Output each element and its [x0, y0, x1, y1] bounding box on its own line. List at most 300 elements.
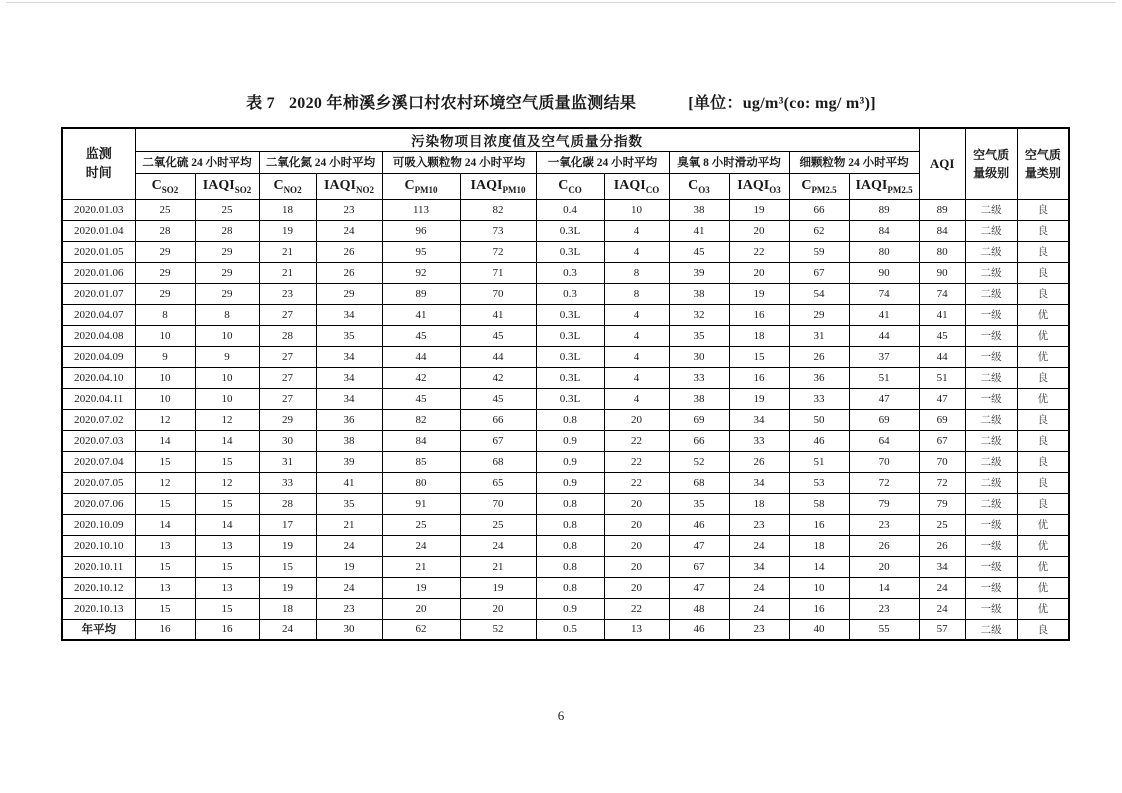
date-cell: 2020.04.11	[62, 388, 135, 409]
value-cell: 14	[849, 577, 919, 598]
aqi-cell: 79	[919, 493, 965, 514]
value-cell: 20	[849, 556, 919, 577]
aqi-cell: 25	[919, 514, 965, 535]
sub-column-header: $IAQI_{PM10}$	[460, 173, 536, 199]
value-cell: 24	[729, 598, 789, 619]
table-row	[62, 220, 1069, 241]
value-cell: 89	[382, 283, 460, 304]
col-header-level	[965, 128, 1017, 199]
value-cell: 20	[604, 535, 669, 556]
level-cell: 二级	[965, 451, 1017, 472]
page-number: 6	[557, 708, 565, 723]
value-cell: 39	[669, 262, 729, 283]
sub-column-header: $C_{PM2.5}$	[789, 173, 849, 199]
value-cell: 20	[729, 262, 789, 283]
table-row	[62, 388, 1069, 409]
value-cell: 18	[259, 598, 316, 619]
value-cell: 82	[382, 409, 460, 430]
table-row	[62, 199, 1069, 220]
date-cell: 2020.01.05	[62, 241, 135, 262]
aqi-cell: 44	[919, 346, 965, 367]
value-cell: 0.4	[536, 199, 604, 220]
value-cell: 10	[195, 388, 259, 409]
col-header-date	[62, 128, 135, 199]
value-cell: 15	[729, 346, 789, 367]
value-cell: 4	[604, 367, 669, 388]
value-cell: 19	[259, 535, 316, 556]
value-cell: 41	[669, 220, 729, 241]
value-cell: 19	[259, 220, 316, 241]
value-cell: 45	[382, 388, 460, 409]
col-header-level-line1: 空气质	[973, 147, 1010, 162]
value-cell: 45	[669, 241, 729, 262]
table-row	[62, 409, 1069, 430]
value-cell: 68	[669, 472, 729, 493]
value-cell: 70	[849, 451, 919, 472]
value-cell: 67	[789, 262, 849, 283]
sub-column-header: $IAQI_{PM2.5}$	[849, 173, 919, 199]
value-cell: 38	[669, 283, 729, 304]
value-cell: 20	[729, 220, 789, 241]
level-cell: 一级	[965, 598, 1017, 619]
aqi-cell: 89	[919, 199, 965, 220]
value-cell: 29	[135, 241, 195, 262]
col-header-level-line2: 量级别	[973, 165, 1010, 180]
aqi-cell: 57	[919, 619, 965, 640]
col-header-aqi: AQI	[919, 128, 965, 199]
value-cell: 71	[460, 262, 536, 283]
value-cell: 35	[316, 325, 382, 346]
value-cell: 0.5	[536, 619, 604, 640]
sub-column-header: $IAQI_{SO2}$	[195, 173, 259, 199]
value-cell: 27	[259, 388, 316, 409]
value-cell: 4	[604, 346, 669, 367]
value-cell: 38	[669, 199, 729, 220]
value-cell: 45	[460, 388, 536, 409]
value-cell: 18	[259, 199, 316, 220]
value-cell: 0.3L	[536, 304, 604, 325]
value-cell: 44	[849, 325, 919, 346]
value-cell: 44	[460, 346, 536, 367]
value-cell: 10	[789, 577, 849, 598]
value-cell: 23	[259, 283, 316, 304]
sub-column-header: $C_{PM10}$	[382, 173, 460, 199]
value-cell: 21	[460, 556, 536, 577]
category-cell: 良	[1017, 367, 1069, 388]
category-cell: 良	[1017, 241, 1069, 262]
value-cell: 23	[849, 598, 919, 619]
value-cell: 74	[849, 283, 919, 304]
date-cell: 2020.04.07	[62, 304, 135, 325]
table-row	[62, 493, 1069, 514]
value-cell: 21	[259, 241, 316, 262]
value-cell: 0.3L	[536, 346, 604, 367]
value-cell: 73	[460, 220, 536, 241]
value-cell: 15	[195, 451, 259, 472]
aqi-cell: 24	[919, 577, 965, 598]
value-cell: 29	[135, 262, 195, 283]
date-cell: 2020.07.06	[62, 493, 135, 514]
aqi-cell: 70	[919, 451, 965, 472]
category-cell: 优	[1017, 556, 1069, 577]
value-cell: 90	[849, 262, 919, 283]
value-cell: 25	[460, 514, 536, 535]
category-cell: 优	[1017, 388, 1069, 409]
value-cell: 19	[460, 577, 536, 598]
value-cell: 14	[135, 514, 195, 535]
sub-column-header: $IAQI_{O3}$	[729, 173, 789, 199]
date-cell: 2020.10.11	[62, 556, 135, 577]
pollutant-group-header: 一氧化碳 24 小时平均	[536, 151, 669, 173]
category-cell: 优	[1017, 325, 1069, 346]
value-cell: 4	[604, 241, 669, 262]
value-cell: 80	[849, 241, 919, 262]
aqi-cell: 34	[919, 556, 965, 577]
aqi-cell: 84	[919, 220, 965, 241]
value-cell: 85	[382, 451, 460, 472]
value-cell: 24	[460, 535, 536, 556]
value-cell: 20	[604, 493, 669, 514]
value-cell: 15	[135, 598, 195, 619]
date-cell: 2020.07.03	[62, 430, 135, 451]
value-cell: 0.3L	[536, 367, 604, 388]
table-row	[62, 535, 1069, 556]
date-cell: 年平均	[62, 619, 135, 640]
table-row	[62, 619, 1069, 640]
value-cell: 58	[789, 493, 849, 514]
value-cell: 15	[259, 556, 316, 577]
value-cell: 19	[729, 199, 789, 220]
value-cell: 0.8	[536, 409, 604, 430]
value-cell: 16	[789, 514, 849, 535]
value-cell: 34	[729, 472, 789, 493]
table-row	[62, 472, 1069, 493]
value-cell: 0.3	[536, 262, 604, 283]
value-cell: 23	[729, 619, 789, 640]
value-cell: 16	[729, 304, 789, 325]
value-cell: 20	[604, 556, 669, 577]
value-cell: 28	[195, 220, 259, 241]
value-cell: 66	[669, 430, 729, 451]
value-cell: 50	[789, 409, 849, 430]
value-cell: 36	[316, 409, 382, 430]
value-cell: 66	[460, 409, 536, 430]
value-cell: 67	[669, 556, 729, 577]
aqi-cell: 80	[919, 241, 965, 262]
value-cell: 52	[669, 451, 729, 472]
value-cell: 25	[135, 199, 195, 220]
value-cell: 21	[316, 514, 382, 535]
air-quality-table	[61, 127, 1070, 641]
level-cell: 一级	[965, 556, 1017, 577]
value-cell: 72	[460, 241, 536, 262]
value-cell: 19	[729, 388, 789, 409]
date-cell: 2020.01.03	[62, 199, 135, 220]
category-cell: 良	[1017, 472, 1069, 493]
value-cell: 29	[789, 304, 849, 325]
level-cell: 二级	[965, 283, 1017, 304]
value-cell: 22	[604, 451, 669, 472]
level-cell: 二级	[965, 241, 1017, 262]
level-cell: 一级	[965, 577, 1017, 598]
value-cell: 8	[135, 304, 195, 325]
value-cell: 26	[316, 241, 382, 262]
value-cell: 16	[195, 619, 259, 640]
value-cell: 12	[195, 409, 259, 430]
value-cell: 20	[382, 598, 460, 619]
value-cell: 66	[789, 199, 849, 220]
value-cell: 46	[789, 430, 849, 451]
level-cell: 一级	[965, 535, 1017, 556]
value-cell: 14	[135, 430, 195, 451]
value-cell: 10	[604, 199, 669, 220]
value-cell: 41	[849, 304, 919, 325]
value-cell: 0.8	[536, 535, 604, 556]
aqi-cell: 41	[919, 304, 965, 325]
value-cell: 33	[259, 472, 316, 493]
value-cell: 0.3	[536, 283, 604, 304]
sub-column-header: $C_{SO2}$	[135, 173, 195, 199]
date-cell: 2020.07.04	[62, 451, 135, 472]
level-cell: 二级	[965, 367, 1017, 388]
aqi-cell: 69	[919, 409, 965, 430]
sub-column-header: $IAQI_{CO}$	[604, 173, 669, 199]
pollutant-group-header: 二氧化硫 24 小时平均	[135, 151, 259, 173]
col-header-category	[1017, 128, 1069, 199]
value-cell: 69	[669, 409, 729, 430]
value-cell: 4	[604, 388, 669, 409]
category-cell: 优	[1017, 577, 1069, 598]
value-cell: 0.9	[536, 472, 604, 493]
category-cell: 良	[1017, 619, 1069, 640]
aqi-cell: 45	[919, 325, 965, 346]
value-cell: 53	[789, 472, 849, 493]
value-cell: 15	[195, 493, 259, 514]
level-cell: 二级	[965, 619, 1017, 640]
value-cell: 33	[729, 430, 789, 451]
date-cell: 2020.07.05	[62, 472, 135, 493]
value-cell: 18	[789, 535, 849, 556]
category-cell: 良	[1017, 493, 1069, 514]
value-cell: 20	[460, 598, 536, 619]
value-cell: 13	[195, 577, 259, 598]
value-cell: 30	[669, 346, 729, 367]
date-cell: 2020.01.06	[62, 262, 135, 283]
value-cell: 12	[135, 472, 195, 493]
value-cell: 34	[316, 346, 382, 367]
col-header-pollutants: 污染物项目浓度值及空气质量分指数	[135, 128, 919, 151]
value-cell: 29	[135, 283, 195, 304]
value-cell: 24	[316, 220, 382, 241]
value-cell: 24	[382, 535, 460, 556]
level-cell: 二级	[965, 199, 1017, 220]
value-cell: 27	[259, 346, 316, 367]
value-cell: 70	[460, 493, 536, 514]
value-cell: 32	[669, 304, 729, 325]
aqi-cell: 67	[919, 430, 965, 451]
value-cell: 19	[729, 283, 789, 304]
value-cell: 42	[460, 367, 536, 388]
value-cell: 0.3L	[536, 241, 604, 262]
category-cell: 良	[1017, 199, 1069, 220]
value-cell: 18	[729, 493, 789, 514]
value-cell: 67	[460, 430, 536, 451]
value-cell: 82	[460, 199, 536, 220]
value-cell: 25	[195, 199, 259, 220]
value-cell: 45	[382, 325, 460, 346]
value-cell: 28	[135, 220, 195, 241]
unit-note: [单位：ug/m³(co: mg/ m³)]	[688, 95, 876, 112]
value-cell: 20	[604, 409, 669, 430]
value-cell: 35	[669, 493, 729, 514]
table-row	[62, 367, 1069, 388]
value-cell: 22	[729, 241, 789, 262]
date-cell: 2020.04.09	[62, 346, 135, 367]
value-cell: 4	[604, 220, 669, 241]
value-cell: 27	[259, 367, 316, 388]
aqi-cell: 47	[919, 388, 965, 409]
value-cell: 38	[316, 430, 382, 451]
value-cell: 47	[669, 535, 729, 556]
value-cell: 33	[789, 388, 849, 409]
value-cell: 15	[195, 598, 259, 619]
value-cell: 22	[604, 598, 669, 619]
col-header-category-line1: 空气质	[1024, 147, 1061, 162]
value-cell: 19	[259, 577, 316, 598]
value-cell: 4	[604, 304, 669, 325]
value-cell: 8	[604, 283, 669, 304]
value-cell: 29	[195, 262, 259, 283]
value-cell: 13	[135, 577, 195, 598]
date-cell: 2020.10.10	[62, 535, 135, 556]
value-cell: 84	[382, 430, 460, 451]
value-cell: 39	[316, 451, 382, 472]
table-title	[0, 90, 1122, 113]
value-cell: 24	[729, 535, 789, 556]
date-cell: 2020.04.10	[62, 367, 135, 388]
value-cell: 44	[382, 346, 460, 367]
value-cell: 10	[135, 388, 195, 409]
value-cell: 15	[135, 493, 195, 514]
table-row	[62, 262, 1069, 283]
value-cell: 14	[195, 514, 259, 535]
value-cell: 15	[195, 556, 259, 577]
value-cell: 52	[460, 619, 536, 640]
value-cell: 10	[195, 325, 259, 346]
value-cell: 30	[316, 619, 382, 640]
value-cell: 96	[382, 220, 460, 241]
table-label: 表 7	[246, 95, 275, 112]
level-cell: 一级	[965, 304, 1017, 325]
value-cell: 79	[849, 493, 919, 514]
value-cell: 24	[259, 619, 316, 640]
pollutant-group-header: 二氧化氮 24 小时平均	[259, 151, 382, 173]
value-cell: 41	[316, 472, 382, 493]
value-cell: 41	[382, 304, 460, 325]
level-cell: 一级	[965, 388, 1017, 409]
sub-column-header: $C_{NO2}$	[259, 173, 316, 199]
value-cell: 54	[789, 283, 849, 304]
level-cell: 二级	[965, 409, 1017, 430]
value-cell: 26	[789, 346, 849, 367]
value-cell: 13	[135, 535, 195, 556]
value-cell: 46	[669, 619, 729, 640]
aqi-cell: 90	[919, 262, 965, 283]
value-cell: 9	[135, 346, 195, 367]
table-row	[62, 283, 1069, 304]
value-cell: 47	[669, 577, 729, 598]
value-cell: 23	[316, 199, 382, 220]
table-row	[62, 577, 1069, 598]
category-cell: 良	[1017, 283, 1069, 304]
level-cell: 二级	[965, 472, 1017, 493]
table-row	[62, 346, 1069, 367]
category-cell: 优	[1017, 514, 1069, 535]
value-cell: 24	[316, 535, 382, 556]
value-cell: 55	[849, 619, 919, 640]
value-cell: 16	[789, 598, 849, 619]
value-cell: 23	[316, 598, 382, 619]
category-cell: 优	[1017, 535, 1069, 556]
value-cell: 0.8	[536, 556, 604, 577]
value-cell: 22	[604, 472, 669, 493]
value-cell: 26	[316, 262, 382, 283]
value-cell: 34	[316, 367, 382, 388]
date-cell: 2020.01.04	[62, 220, 135, 241]
col-header-date-line2: 时间	[85, 164, 112, 180]
sub-column-header: $C_{CO}$	[536, 173, 604, 199]
value-cell: 35	[669, 325, 729, 346]
value-cell: 51	[789, 451, 849, 472]
value-cell: 0.3L	[536, 325, 604, 346]
value-cell: 29	[259, 409, 316, 430]
value-cell: 21	[382, 556, 460, 577]
value-cell: 46	[669, 514, 729, 535]
value-cell: 0.8	[536, 577, 604, 598]
table-row	[62, 430, 1069, 451]
level-cell: 一级	[965, 514, 1017, 535]
value-cell: 34	[729, 556, 789, 577]
aqi-cell: 26	[919, 535, 965, 556]
value-cell: 12	[195, 472, 259, 493]
level-cell: 二级	[965, 430, 1017, 451]
aqi-cell: 24	[919, 598, 965, 619]
date-cell: 2020.10.13	[62, 598, 135, 619]
date-cell: 2020.10.09	[62, 514, 135, 535]
value-cell: 0.9	[536, 598, 604, 619]
value-cell: 34	[316, 388, 382, 409]
value-cell: 8	[604, 262, 669, 283]
value-cell: 26	[849, 535, 919, 556]
col-header-date-line1: 监测	[85, 145, 112, 161]
value-cell: 17	[259, 514, 316, 535]
value-cell: 23	[849, 514, 919, 535]
value-cell: 29	[316, 283, 382, 304]
value-cell: 12	[135, 409, 195, 430]
value-cell: 10	[135, 367, 195, 388]
value-cell: 72	[849, 472, 919, 493]
value-cell: 14	[789, 556, 849, 577]
value-cell: 0.3L	[536, 220, 604, 241]
value-cell: 23	[729, 514, 789, 535]
value-cell: 37	[849, 346, 919, 367]
level-cell: 二级	[965, 493, 1017, 514]
value-cell: 40	[789, 619, 849, 640]
value-cell: 20	[604, 514, 669, 535]
value-cell: 30	[259, 430, 316, 451]
value-cell: 35	[316, 493, 382, 514]
value-cell: 8	[195, 304, 259, 325]
